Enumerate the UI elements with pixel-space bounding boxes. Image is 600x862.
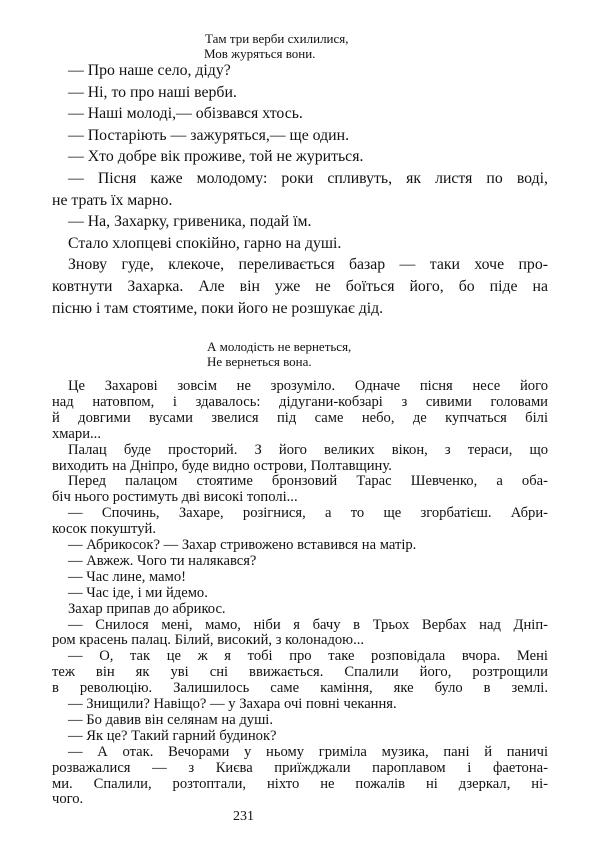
text-line: виходить на Дніпро, буде видно острови, Полтавщину. xyxy=(52,457,392,474)
text-line: — Бо давив він селянам на душі. xyxy=(68,711,274,728)
text-line: — Про наше село, діду? xyxy=(68,62,231,79)
verse-mid xyxy=(207,339,351,369)
text-line: чого. xyxy=(52,791,84,808)
verse-line: Не вернеться вона. xyxy=(207,354,312,369)
text-line: — Авжеж. Чого ти налякався? xyxy=(68,552,257,569)
text-line: Знову гуде, клекоче, переливається базар — таки хоче про- xyxy=(68,256,548,274)
text-line: — А отак. Вечорами у ньому гриміла музика, пані й паничі xyxy=(68,743,548,760)
text-line: — Як це? Такий гарний будинок? xyxy=(68,727,277,744)
text-line: — Спочинь, Захаре, розігнися, а то ще згорбатієш. Абри- xyxy=(68,505,548,522)
text-line: ми. Спалили, розтоптали, ніхто не пожалів ні дзеркал, ні- xyxy=(52,775,548,792)
page-number: 231 xyxy=(233,809,254,824)
text-line: — Пісня каже молодому: роки спливуть, як листя по воді, xyxy=(68,170,548,187)
text-line: — Ні, то про наші верби. xyxy=(68,83,237,101)
text-line: — Час іде, і ми йдемо. xyxy=(68,584,208,601)
text-line: ром красень палац. Білий, високий, з колонадою... xyxy=(52,632,365,649)
verse-top xyxy=(205,31,349,61)
text-line: — Хто добре вік проживе, той не журиться. xyxy=(68,148,364,166)
text-line: — О, так це ж я тобі про таке розповідала вчора. Мені xyxy=(68,648,548,665)
text-line: — Час лине, мамо! xyxy=(68,568,187,585)
text-line: Це Захарові зовсім не зрозуміло. Одначе пісня несе його xyxy=(68,378,548,394)
text-line: біч нього ростимуть дві високі тополі... xyxy=(52,489,298,506)
text-line: Перед палацом стоятиме бронзовий Тарас Шевченко, а оба- xyxy=(68,473,548,490)
text-line: — Наші молоді,— обізвався хтось. xyxy=(68,105,303,123)
text-line: над натовпом, і здавалось: дідугани-кобзарі з сивими головами xyxy=(52,393,548,410)
text-line: — Абрикосок? — Захар стривожено вставився на матір. xyxy=(68,537,417,553)
text-line: — Постаріють — зажуряться,— ще один. xyxy=(68,126,350,144)
verse-line: Там три верби схилилися, xyxy=(205,31,349,46)
text-line: Стало хлопцеві спокійно, гарно на душі. xyxy=(68,234,342,252)
text-line: хмари... xyxy=(52,425,101,442)
verse-line: Мов журяться вони. xyxy=(204,46,316,61)
text-line: Палац буде просторий. З його великих вікон, з тераси, що xyxy=(68,441,548,458)
text-line: — На, Захарку, гривеника, подай їм. xyxy=(68,213,312,231)
text-line: — Знищили? Навіщо? — у Захара очі повні чекання. xyxy=(68,696,397,712)
text-line: й довгими вусами звелися під саме небо, де купчаться білі xyxy=(52,409,548,426)
text-line: ковтнути Захарка. Але він уже не боїться його, бо піде на xyxy=(52,278,548,295)
verse-line: А молодість не вернеться, xyxy=(207,339,352,354)
text-line: в революцію. Залишилось саме каміння, яке було в землі. xyxy=(52,680,548,697)
text-line: пісню і там стоятиме, поки його не розшукає дід. xyxy=(52,299,384,317)
text-line: теж він як уві сні ввижається. Спалили його, розтрощили xyxy=(52,664,548,681)
text-line: косок покуштуй. xyxy=(52,521,156,538)
text-line: розважалися — з Києва приїжджали пароплавом і фаетона- xyxy=(52,759,548,776)
text-line: — Снилося мені, мамо, ніби я бачу в Трьох Вербах над Дніп- xyxy=(68,616,548,633)
text-line: не трать їх марно. xyxy=(52,191,173,209)
text-line: Захар припав до абрикос. xyxy=(68,600,226,617)
